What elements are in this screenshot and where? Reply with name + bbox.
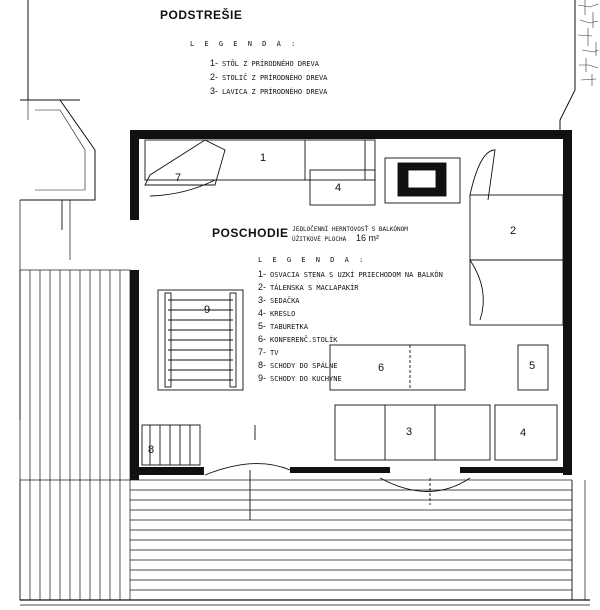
- roof-legend-text: STOLIČ Z PRÍRODNÉHO DREVA: [222, 74, 328, 82]
- outer-wall: [130, 130, 572, 480]
- label-armchair-4-bottom: 4: [520, 427, 527, 439]
- floor-legend-text: OSVACIA STENA S UZKÍ PRIECHODOM NA BALKÓN: [270, 271, 443, 279]
- roof-legend-text: STÔL Z PRÍRODNÉHO DREVA: [222, 60, 319, 68]
- sofa-3-outline: [335, 405, 490, 460]
- floor-legend-text: SCHODY DO KUCHYNE: [270, 375, 342, 383]
- floor-legend-item: [258, 308, 295, 318]
- floor-legend-number: 8-: [258, 360, 267, 370]
- floor-legend-number: 3-: [258, 295, 267, 305]
- floor-legend-text: SCHODY DO SPÁLNE: [270, 362, 338, 370]
- label-wall-1: 1: [260, 152, 267, 164]
- floor-legend-number: 7-: [258, 347, 267, 357]
- floor-legend-text: SEDAČKA: [270, 297, 300, 305]
- label-stairs-8: 8: [148, 444, 155, 456]
- floor-legend-item: [258, 373, 342, 383]
- floor-legend-item: [258, 360, 337, 370]
- label-sofa-3: 3: [406, 426, 413, 438]
- roof-legend-number: 3-: [210, 86, 219, 96]
- floor-legend-text: TÁLENSKA S MACLAPAKÍR: [270, 284, 359, 292]
- floor-legend-item: [258, 334, 337, 344]
- floor-legend-text: KONFERENČ.STOLÍK: [270, 336, 338, 344]
- coffee-table-6-outline: [330, 345, 465, 390]
- roof-legend-number: 2-: [210, 72, 219, 82]
- chimney-outline: [20, 100, 95, 200]
- floor-legend-item: [258, 321, 308, 331]
- floor-legend-text: KRESLO: [270, 310, 296, 318]
- floor-legend-number: 2-: [258, 282, 267, 292]
- label-stairs-9: 9: [204, 304, 211, 316]
- label-tv-7: 7: [175, 172, 182, 184]
- floor-legend-number: 9-: [258, 373, 267, 383]
- floor-legend-number: 6-: [258, 334, 267, 344]
- roof-legend-number: 1-: [210, 58, 219, 68]
- floor-legend-number: 4-: [258, 308, 267, 318]
- floor-area-value: 16 m²: [356, 233, 380, 243]
- floor-title: POSCHODIE: [212, 226, 289, 240]
- label-bed-2: 2: [510, 225, 517, 237]
- floor-legend-item: [258, 269, 443, 279]
- door-swing-left: [205, 464, 290, 475]
- floor-legend-text: TABURETKA: [270, 323, 308, 331]
- tv-stand-outline: [145, 140, 225, 185]
- floor-legend-number: 5-: [258, 321, 267, 331]
- roof-legend-item: [210, 72, 327, 82]
- floor-legend-item: [258, 282, 359, 292]
- stone-wall-texture: [578, 0, 598, 86]
- floor-legend-text: TV: [270, 349, 279, 357]
- roof-legend-text: LAVICA Z PRÍRODNÉHO DREVA: [222, 88, 328, 96]
- roof-legend-heading: L E G E N D A :: [190, 40, 299, 48]
- roof-legend-item: [210, 58, 319, 68]
- floor-legend-heading: L E G E N D A :: [258, 256, 367, 264]
- floor-legend-item: [258, 295, 300, 305]
- roof-title: PODSTREŠIE: [160, 8, 243, 22]
- floor-legend-item: [258, 347, 278, 357]
- label-stool-5: 5: [529, 360, 536, 372]
- roof-legend-item: [210, 86, 327, 96]
- floor-legend-number: 1-: [258, 269, 267, 279]
- label-armchair-4-top: 4: [335, 182, 342, 194]
- floor-subtitle-line2: ÚŽITKOVÉ PLOCHA: [292, 236, 347, 243]
- floor-subtitle-line1: - JEDLOČENNÍ HERNTOVOSŤ S BALKÓNOM: [285, 226, 408, 233]
- label-table-6: 6: [378, 362, 385, 374]
